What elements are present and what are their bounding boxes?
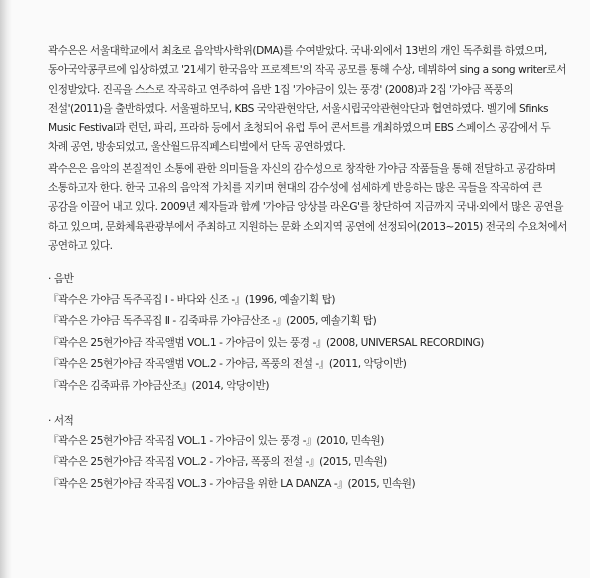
books-heading: · 서적 — [48, 414, 74, 427]
book-item: 『곽수은 25현가야금 작곡집 VOL.2 - 가야금, 폭풍의 전설 -』(2015, 민속원) — [48, 456, 387, 469]
album-item: 『곽수은 25현가야금 작곡앨범 VOL.1 - 가야금이 있는 풍경 -』(2008, UNIVERSAL RECORDING) — [48, 336, 484, 349]
bio-paragraph-2: 곽수은은 음악의 본질적인 소통에 관한 의미들을 자신의 감수성으로 창작한 가야금 작품들을 통해 전달하고 공감하며 소통하고자 한다. 한국 고유의 음악적 가치를 지키며 현대의 감수성에 섬세하게 반응하는 많은 곡들을 작곡하여 큰 공감을 이끌어 내고 있다. 2009년 제자들과 함께 '가야금 앙상블 라온G'를 창단하여 지금까지 국내·외에서 많은 공연을 하고 있으며, 문화체육관광부에서 주최하고 지원하는 문화 소외지역 공연에 선정되어(2013~2015) 전국의 수요처에서 공연하고 있다. — [48, 162, 567, 252]
document-body — [48, 42, 568, 496]
page-binding-edge — [0, 0, 12, 578]
book-item: 『곽수은 25현가야금 작곡집 VOL.3 - 가야금을 위한 LA DANZA -』(2015, 민속원) — [48, 478, 416, 491]
album-item: 『곽수은 25현가야금 작곡앨범 VOL.2 - 가야금, 폭풍의 전설 -』(2011, 악당이반) — [48, 358, 407, 371]
book-item: 『곽수은 25현가야금 작곡집 VOL.1 - 가야금이 있는 풍경 -』(2010, 민속원) — [48, 434, 384, 447]
album-item: 『곽수은 가야금 독주곡집 Ⅰ - 바다와 신조 -』(1996, 예솔기획 탑) — [48, 293, 336, 306]
bio-paragraph-1: 곽수은은 서울대학교에서 최초로 음악박사학위(DMA)를 수여받았다. 국내·외에서 13번의 개인 독주회를 하였으며, 동아국악콩쿠르에 입상하였고 '21세기 한국음악 프로젝트'의 작곡 공모를 통해 수상, 데뷔하여 sing a song writer로서 인정받았다. 진곡을 스스로 작곡하고 연주하여 음반 1집 '가야금이 있는 풍경' (2008)과 2집 '가야금 폭풍의 전설'(2011)을 출반하였다. 서울필하모닉, KBS 국악관현악단, 서울시립국악관현악단과 협연하였다. 벨기에 Sfinks Music Festival과 런던, 파리, 프라하 등에서 초청되어 유럽 투어 콘서트를 개최하였으며 EBS 스페이스 공감에서 두 차례 공연, 방송되었고, 울산월드뮤직페스티벌에서 단독 공연하였다. — [48, 45, 566, 154]
albums-section — [48, 270, 568, 397]
albums-heading: · 음반 — [48, 273, 74, 286]
album-item: 『곽수은 김죽파류 가야금산조』(2014, 악당이반) — [48, 379, 270, 392]
album-item: 『곽수은 가야금 독주곡집 Ⅱ - 김죽파류 가야금산조 -』(2005, 예솔기획 탑) — [48, 315, 377, 328]
books-section — [48, 412, 568, 496]
